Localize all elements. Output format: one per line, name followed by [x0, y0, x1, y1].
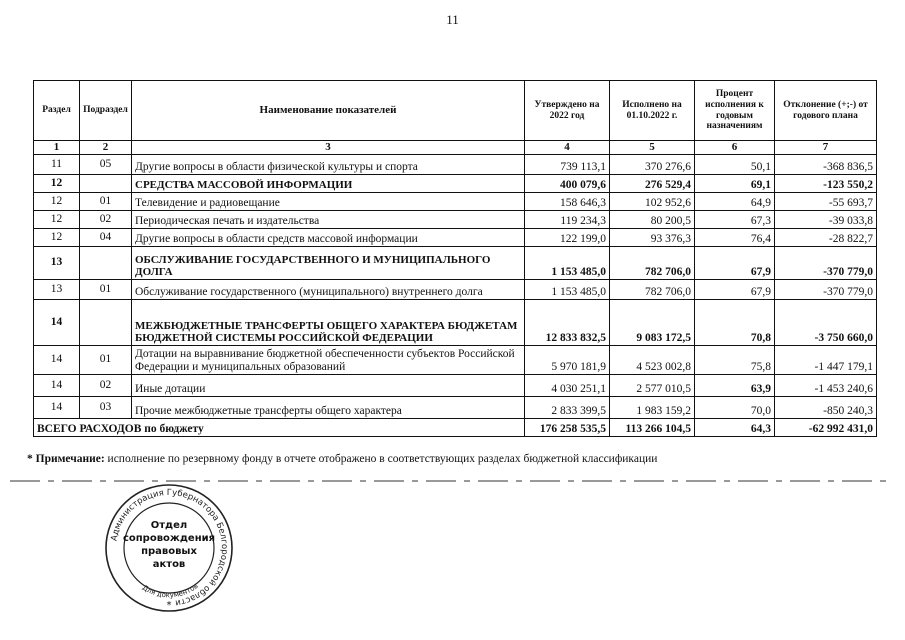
header-section: Раздел: [34, 81, 80, 141]
cell-approved: 12 833 832,5: [525, 300, 610, 346]
footnote-label: * Примечание:: [27, 453, 105, 465]
table-row: [34, 346, 877, 375]
cell-approved: 5 970 181,9: [525, 346, 610, 375]
table-row: [34, 211, 877, 229]
cell-percent: 76,4: [695, 229, 775, 247]
cell-section: 14: [34, 346, 80, 375]
cell-percent: 64,9: [695, 193, 775, 211]
stamp-bottom-text: Для документов: [140, 582, 200, 600]
cell-deviation: -370 779,0: [775, 247, 877, 280]
cell-percent: 50,1: [695, 155, 775, 175]
cell-approved: 4 030 251,1: [525, 375, 610, 397]
cell-subsection: [80, 300, 132, 346]
cell-name: Другие вопросы в области физической культуры и спорта: [132, 155, 525, 175]
total-percent: 64,3: [695, 419, 775, 437]
cell-subsection: 02: [80, 211, 132, 229]
official-stamp: [103, 482, 235, 614]
cell-section: 14: [34, 300, 80, 346]
cell-executed: 782 706,0: [610, 280, 695, 300]
cell-percent: 70,8: [695, 300, 775, 346]
table-row: [34, 193, 877, 211]
cell-deviation: -123 550,2: [775, 175, 877, 193]
stamp-center-line: правовых: [141, 546, 197, 557]
cell-name: Дотации на выравнивание бюджетной обеспеченности субъектов Российской Федерации и муниципальных образований: [132, 346, 525, 375]
cell-section: 12: [34, 229, 80, 247]
table-row: [34, 375, 877, 397]
cell-name: Прочие межбюджетные трансферты общего характера: [132, 397, 525, 419]
cell-deviation: -1 447 179,1: [775, 346, 877, 375]
table-row: [34, 397, 877, 419]
cell-executed: 782 706,0: [610, 247, 695, 280]
cell-section: 14: [34, 397, 80, 419]
cell-percent: 70,0: [695, 397, 775, 419]
cell-percent: 67,9: [695, 280, 775, 300]
footnote-text: исполнение по резервному фонду в отчете отображено в соответствующих разделах бюджетной классификации: [107, 453, 658, 465]
cell-deviation: -850 240,3: [775, 397, 877, 419]
cell-approved: 400 079,6: [525, 175, 610, 193]
table-row: [34, 155, 877, 175]
column-number: 5: [610, 141, 695, 155]
column-number: 4: [525, 141, 610, 155]
cell-deviation: -370 779,0: [775, 280, 877, 300]
cell-approved: 2 833 399,5: [525, 397, 610, 419]
cell-percent: 75,8: [695, 346, 775, 375]
cell-executed: 93 376,3: [610, 229, 695, 247]
total-row: [34, 419, 877, 437]
column-number: 7: [775, 141, 877, 155]
cell-executed: 80 200,5: [610, 211, 695, 229]
cell-subsection: 01: [80, 193, 132, 211]
cell-subsection: 05: [80, 155, 132, 175]
cell-subsection: 01: [80, 346, 132, 375]
stamp-star-icon: *: [166, 600, 172, 611]
header-deviation: Отклонение (+;-) от годового плана: [775, 81, 877, 141]
cell-deviation: -39 033,8: [775, 211, 877, 229]
header-approved: Утверждено на 2022 год: [525, 81, 610, 141]
cell-approved: 739 113,1: [525, 155, 610, 175]
header-percent: Процент исполнения к годовым назначениям: [695, 81, 775, 141]
stamp-ring-text: Администрация Губернатора Белгородской области: [109, 487, 230, 608]
table-row: [34, 247, 877, 280]
header-subsection: Подраздел: [80, 81, 132, 141]
cell-name: СРЕДСТВА МАССОВОЙ ИНФОРМАЦИИ: [132, 175, 525, 193]
cell-deviation: -55 693,7: [775, 193, 877, 211]
cell-deviation: -1 453 240,6: [775, 375, 877, 397]
cell-section: 12: [34, 193, 80, 211]
cell-executed: 2 577 010,5: [610, 375, 695, 397]
cell-name: Обслуживание государственного (муниципального) внутреннего долга: [132, 280, 525, 300]
cell-executed: 276 529,4: [610, 175, 695, 193]
total-deviation: -62 992 431,0: [775, 419, 877, 437]
cell-approved: 119 234,3: [525, 211, 610, 229]
total-executed: 113 266 104,5: [610, 419, 695, 437]
cell-name: Другие вопросы в области средств массовой информации: [132, 229, 525, 247]
cell-section: 11: [34, 155, 80, 175]
total-label: ВСЕГО РАСХОДОВ по бюджету: [34, 419, 525, 437]
cell-name: Телевидение и радиовещание: [132, 193, 525, 211]
cell-section: 14: [34, 375, 80, 397]
cell-name: ОБСЛУЖИВАНИЕ ГОСУДАРСТВЕННОГО И МУНИЦИПАЛЬНОГО ДОЛГА: [132, 247, 525, 280]
cell-section: 12: [34, 175, 80, 193]
cell-approved: 158 646,3: [525, 193, 610, 211]
cell-executed: 1 983 159,2: [610, 397, 695, 419]
footnote: [27, 453, 657, 465]
cell-approved: 1 153 485,0: [525, 247, 610, 280]
cell-percent: 63,9: [695, 375, 775, 397]
cell-deviation: -3 750 660,0: [775, 300, 877, 346]
cell-percent: 69,1: [695, 175, 775, 193]
table-row: [34, 280, 877, 300]
cell-executed: 102 952,6: [610, 193, 695, 211]
page-number: 11: [446, 12, 459, 27]
stamp-center-line: актов: [152, 559, 186, 570]
header-name: Наименование показателей: [132, 81, 525, 141]
cell-subsection: 01: [80, 280, 132, 300]
cell-approved: 122 199,0: [525, 229, 610, 247]
cell-executed: 9 083 172,5: [610, 300, 695, 346]
cell-executed: 370 276,6: [610, 155, 695, 175]
cell-subsection: [80, 175, 132, 193]
cell-section: 12: [34, 211, 80, 229]
header-executed: Исполнено на 01.10.2022 г.: [610, 81, 695, 141]
cell-subsection: 04: [80, 229, 132, 247]
column-number-row: [34, 141, 877, 155]
stamp-center-line: Отдел: [150, 520, 188, 531]
column-number: 6: [695, 141, 775, 155]
cell-deviation: -368 836,5: [775, 155, 877, 175]
cell-name: Периодическая печать и издательства: [132, 211, 525, 229]
cell-deviation: -28 822,7: [775, 229, 877, 247]
table-row: [34, 229, 877, 247]
cell-section: 13: [34, 280, 80, 300]
budget-table: [33, 80, 877, 437]
cell-executed: 4 523 002,8: [610, 346, 695, 375]
column-number: 3: [132, 141, 525, 155]
cell-section: 13: [34, 247, 80, 280]
cell-percent: 67,9: [695, 247, 775, 280]
column-number: 2: [80, 141, 132, 155]
cell-subsection: 03: [80, 397, 132, 419]
cell-name: Иные дотации: [132, 375, 525, 397]
cell-name: МЕЖБЮДЖЕТНЫЕ ТРАНСФЕРТЫ ОБЩЕГО ХАРАКТЕРА БЮДЖЕТАМ БЮДЖЕТНОЙ СИСТЕМЫ РОССИЙСКОЙ ФЕДЕРАЦИИ: [132, 300, 525, 346]
total-approved: 176 258 535,5: [525, 419, 610, 437]
table-row: [34, 175, 877, 193]
header-row: [34, 81, 877, 141]
cell-subsection: [80, 247, 132, 280]
cell-approved: 1 153 485,0: [525, 280, 610, 300]
stamp-center-line: сопровождения: [122, 533, 216, 544]
cell-percent: 67,3: [695, 211, 775, 229]
column-number: 1: [34, 141, 80, 155]
table-row: [34, 300, 877, 346]
cell-subsection: 02: [80, 375, 132, 397]
